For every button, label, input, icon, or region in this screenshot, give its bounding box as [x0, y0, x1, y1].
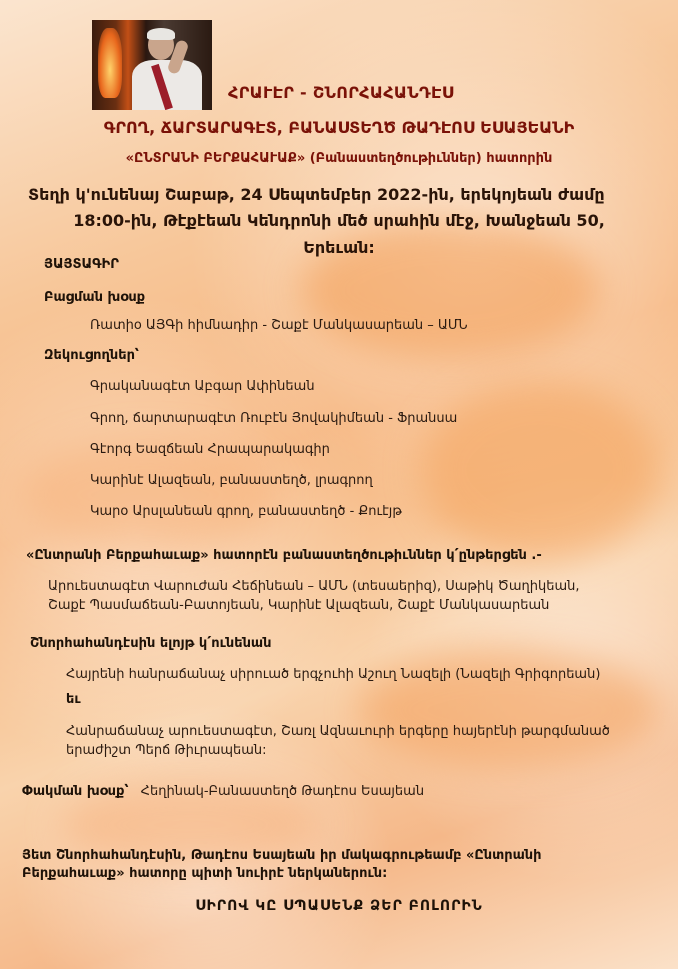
performer-line: Հանրաճանաչ արուեստագէտ, Շառլ Ազնաւուրի երգերը հայերէնի թարգմանած — [66, 724, 610, 739]
readings-heading: «Ընտրանի Բերքահաւաք» հատորէն բանաստեղծութիւններ կ՛ընթերցեն .- — [26, 548, 542, 563]
footer-line1: Յետ Շնորհահանդէսին, Թադէոս Եսայեան իր մակագրութեամբ «Ընտրանի — [22, 848, 542, 863]
speakers-heading: Զեկուցողներ՝ — [44, 348, 139, 363]
closing-label: Փակման խօսք՝ — [22, 784, 129, 799]
speaker-item: Կարօ Արսլանեան գրող, բանաստեղծ - Քուէյթ — [90, 504, 402, 519]
program-heading: ՅԱՅՏԱԳԻՐ — [44, 257, 119, 272]
background-swirl — [420, 380, 660, 560]
author-photo — [92, 20, 212, 110]
speaker-item: Գրող, ճարտարագէտ Ռուբէն Յովակիմեան - Ֆրանսա — [90, 411, 458, 426]
performer-and: եւ — [66, 692, 81, 707]
speaker-item: Գրականագէտ Աբգար Ափինեան — [90, 379, 315, 394]
closing-speaker: Հեղինակ-Բանաստեղծ Թադէոս Եսայեան — [140, 784, 425, 799]
speaker-item: Գէորգ Եազճեան Հրապարակագիր — [90, 442, 330, 457]
performers-heading: Շնորհահանդէսին ելոյթ կ՛ունենան — [30, 636, 272, 651]
footer-line2: Բերքահաւաք» հատորը պիտի նուիրէ ներկաներուն: — [22, 866, 388, 881]
event-details-line1: Տեղի կ'ունենայ Շաբաթ, 24 Սեպտեմբեր 2022-ին, երեկոյեան ժամը — [28, 185, 605, 204]
author-title: ԳՐՈՂ, ՃԱՐՏԱՐԱԳԷՏ, ԲԱՆԱՍՏԵՂԾ ԹԱԴԷՈՍ ԵՍԱՅԵԱՆԻ — [103, 118, 575, 137]
event-details-line3: Երեւան: — [303, 238, 375, 257]
performer-line: Հայրենի հանրաճանաչ սիրուած երգչուհի Աշուղ Նազելի (Նազելի Գրիգորեան) — [66, 667, 601, 682]
speaker-item: Կարինէ Ալազեան, բանաստեղծ, լրագրող — [90, 473, 373, 488]
readers-line: Արուեստագէտ Վարուժան Հեճինեան – ԱՄՆ (տեսաերիզ), Սաթիկ Ծաղիկեան, — [48, 579, 580, 594]
closing-remarks — [22, 784, 424, 799]
opening-heading: Բացման խօսք — [44, 290, 146, 305]
invitation-title: ՀՐԱՒԷՐ - ՇՆՈՐՀԱՀԱՆԴԷՍ — [228, 83, 454, 102]
event-details-line2: 18:00-ին, Թէքէեան Կենդրոնի մեծ սրահին մէջ, Խանջեան 50, — [73, 211, 605, 230]
book-title: «ԸՆՏՐԱՆԻ ԲԵՐՔԱՀԱՒԱՔ» (Բանաստեղծութիւններ) հատորին — [125, 151, 553, 166]
footer-welcome: ՍԻՐՈՎ ԿԸ ՍՊԱՍԵՆՔ ՁԵՐ ԲՈԼՈՐԻՆ — [195, 898, 483, 914]
opening-speaker: Ռատիօ ԱՅԳի հիմնադիր - Շաքէ Մանկասարեան – ԱՄՆ — [90, 318, 468, 333]
readers-line: Շաքէ Պասմաճեան-Բատոյեան, Կարինէ Ալազեան, Շաքէ Մանկասարեան — [48, 598, 550, 613]
performer-line: երաժիշտ Պերճ Թիւրապեան: — [66, 743, 267, 758]
